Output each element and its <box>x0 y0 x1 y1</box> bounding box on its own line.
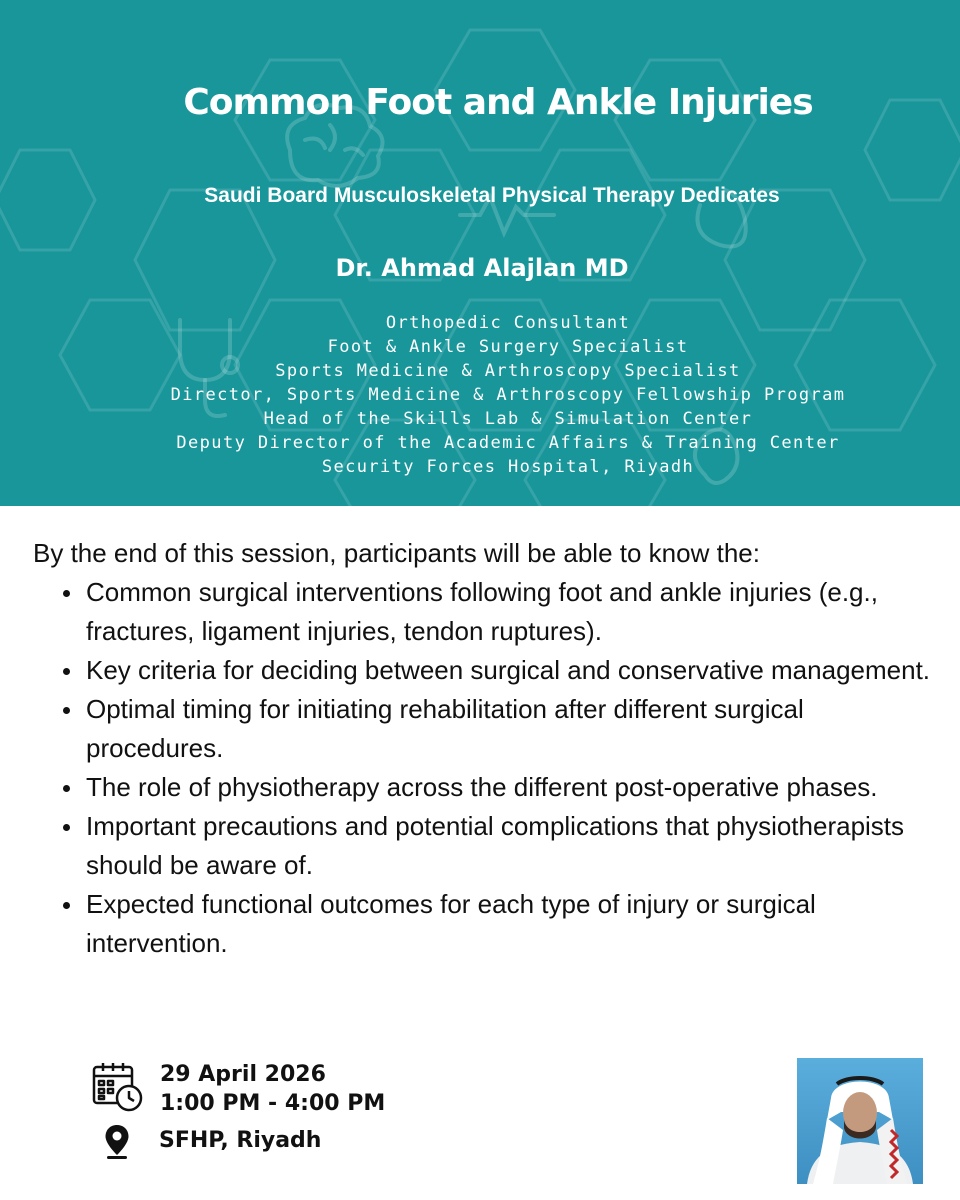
objectives-list <box>50 573 930 963</box>
event-title: Common Foot and Ankle Injuries <box>183 82 813 123</box>
map-pin-icon <box>104 1124 130 1160</box>
bullet-icon <box>63 590 70 597</box>
objective-text: Common surgical interventions following foot and ankle injuries (e.g., fractures, ligament injuries, tendon ruptures). <box>86 577 878 646</box>
credential-line: Deputy Director of the Academic Affairs & Training Center <box>176 433 840 453</box>
objective-text: Optimal timing for initiating rehabilitation after different surgical procedures. <box>86 694 804 763</box>
objective-item <box>50 768 930 807</box>
credential-line: Security Forces Hospital, Riyadh <box>321 457 695 477</box>
objective-text: Important precautions and potential complications that physiotherapists should be aware of. <box>86 811 905 880</box>
objective-item <box>50 651 930 690</box>
header-banner <box>0 0 960 506</box>
bullet-icon <box>63 668 70 675</box>
bullet-icon <box>63 785 70 792</box>
credential-line: Foot & Ankle Surgery Specialist <box>327 337 689 357</box>
objective-text: The role of physiotherapy across the different post-operative phases. <box>86 772 878 802</box>
objective-item <box>50 807 930 885</box>
event-time: 1:00 PM - 4:00 PM <box>160 1091 386 1116</box>
objective-item <box>50 885 930 963</box>
event-location: SFHP, Riyadh <box>159 1128 322 1153</box>
credential-line: Orthopedic Consultant <box>385 313 631 333</box>
calendar-clock-icon <box>91 1060 143 1112</box>
event-date: 29 April 2026 <box>160 1062 326 1087</box>
objective-text: Expected functional outcomes for each type of injury or surgical intervention. <box>86 889 816 958</box>
objective-item <box>50 573 930 651</box>
bullet-icon <box>63 707 70 714</box>
speaker-credentials <box>0 311 960 479</box>
objective-text: Key criteria for deciding between surgical and conservative management. <box>86 655 931 685</box>
bullet-icon <box>63 902 70 909</box>
event-subtitle: Saudi Board Musculoskeletal Physical Therapy Dedicates <box>204 184 780 207</box>
speaker-name: Dr. Ahmad Alajlan MD <box>335 254 629 282</box>
credential-line: Director, Sports Medicine & Arthroscopy Fellowship Program <box>170 385 846 405</box>
objective-item <box>50 690 930 768</box>
credential-line: Sports Medicine & Arthroscopy Specialist <box>275 361 741 381</box>
objectives-intro: By the end of this session, participants will be able to know the: <box>33 538 760 568</box>
credential-line: Head of the Skills Lab & Simulation Center <box>263 409 753 429</box>
speaker-portrait <box>797 1058 923 1184</box>
bullet-icon <box>63 824 70 831</box>
